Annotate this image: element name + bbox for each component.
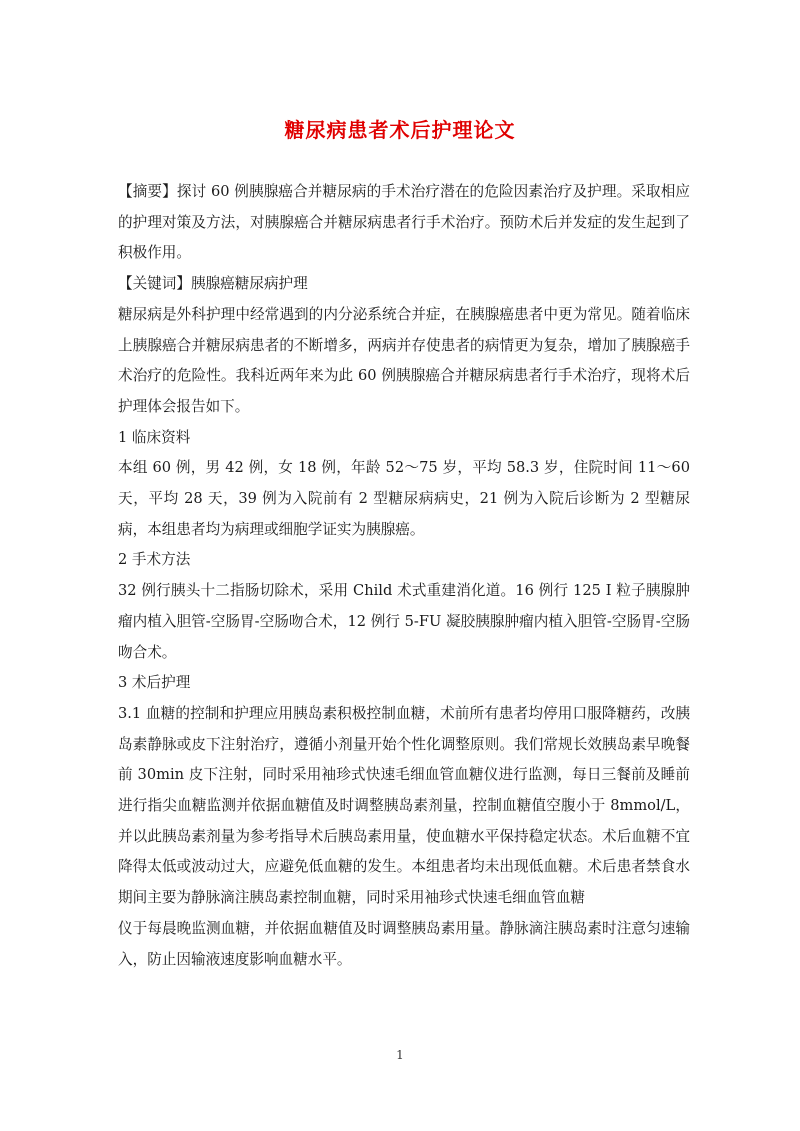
blood-glucose-control-paragraph: 3.1 血糖的控制和护理应用胰岛素积极控制血糖，术前所有患者均停用口服降糖药，改胰岛素静脉或皮下注射治疗，遵循小剂量开始个性化调整原则。我们常规长效胰岛素早晚餐前 30min 皮下注射，同时采用袖珍式快速毛细血管血糖仪进行监测，每日三餐前及睡前进行指尖血糖监测并依据血糖值及时调整胰岛素剂量，控制血糖值空腹小于 8mmol/L，并以此胰岛素剂量为参考指导术后胰岛素用量，使血糖水平保持稳定状态。术后血糖不宜降得太低或波动过大，应避免低血糖的发生。本组患者均未出现低血糖。术后患者禁食水期间主要为静脉滴注胰岛素控制血糖，同时采用袖珍式快速毛细血管血糖 (118, 704, 690, 907)
section-heading-clinical-data: 1 临床资料 (118, 428, 191, 446)
abstract-paragraph: 【摘要】探讨 60 例胰腺癌合并糖尿病的手术治疗潜在的危险因素治疗及护理。采取相应的护理对策及方法，对胰腺癌合并糖尿病患者行手术治疗。预防术后并发症的发生起到了积极作用。 (118, 183, 690, 262)
clinical-data-paragraph: 本组 60 例，男 42 例，女 18 例，年龄 52～75 岁，平均 58.3 岁，住院时间 11～60 天，平均 28 天，39 例为入院前有 2 型糖尿病病史，21 例为入院后诊断为 2 型糖尿病，本组患者均为病理或细胞学证实为胰腺癌。 (118, 459, 690, 538)
intro-paragraph: 糖尿病是外科护理中经常遇到的内分泌系统合并症，在胰腺癌患者中更为常见。随着临床上胰腺癌合并糖尿病患者的不断增多，两病并存使患者的病情更为复杂，增加了胰腺癌手术治疗的危险性。我科近两年来为此 60 例胰腺癌合并糖尿病患者行手术治疗，现将术后护理体会报告如下。 (118, 305, 690, 415)
page-number: 1 (396, 1048, 404, 1062)
document-body (118, 177, 690, 975)
page-title: 糖尿病患者术后护理论文 (284, 118, 516, 142)
section-heading-postoperative-care: 3 术后护理 (118, 674, 191, 692)
section-heading-surgical-method: 2 手术方法 (118, 551, 191, 569)
surgical-method-paragraph: 32 例行胰头十二指肠切除术，采用 Child 术式重建消化道。16 例行 125 I 粒子胰腺肿瘤内植入胆管-空肠胃-空肠吻合术，12 例行 5-FU 凝胶胰腺肿瘤内植入胆管-空肠胃-空肠吻合术。 (118, 582, 690, 661)
keywords-paragraph: 【关键词】胰腺癌糖尿病护理 (118, 275, 308, 293)
blood-glucose-monitoring-paragraph: 仪于每晨晚监测血糖，并依据血糖值及时调整胰岛素用量。静脉滴注胰岛素时注意匀速输入，防止因输液速度影响血糖水平。 (118, 919, 690, 968)
